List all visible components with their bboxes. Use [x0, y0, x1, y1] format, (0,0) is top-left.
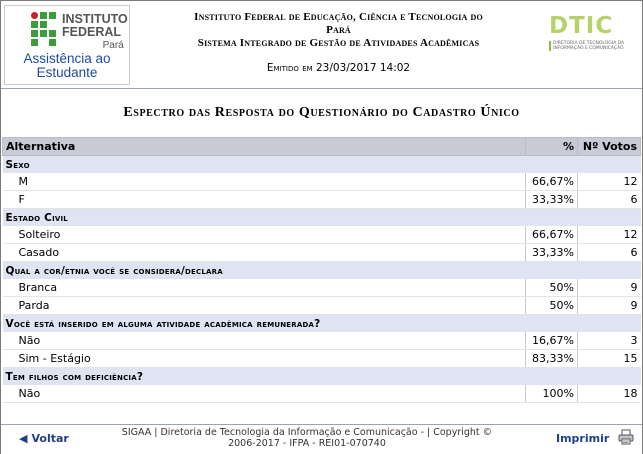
- answer-percent: 66,67%: [526, 226, 578, 244]
- answer-label: Casado: [3, 244, 526, 262]
- table-row: [3, 173, 641, 191]
- back-label: Voltar: [31, 432, 69, 445]
- institution-line2: Pará: [326, 24, 351, 36]
- answer-percent: 33,33%: [526, 191, 578, 209]
- institute-logo-box: [4, 5, 130, 85]
- answer-label: M: [3, 173, 526, 191]
- back-arrow-icon: ◀: [19, 432, 28, 445]
- column-header-alternative: Alternativa: [3, 138, 526, 156]
- answer-label: F: [3, 191, 526, 209]
- answer-percent: 50%: [526, 297, 578, 315]
- table-row: [3, 332, 641, 350]
- footer-credits: [101, 427, 513, 449]
- question-label: Tem filhos com deficiência?: [3, 368, 641, 386]
- answer-percent: 33,33%: [526, 244, 578, 262]
- printer-icon[interactable]: [618, 429, 634, 445]
- table-header-row: [3, 138, 641, 156]
- answer-votes: 6: [578, 244, 641, 262]
- footer-credits-line1: SIGAA | Diretoria de Tecnologia da Informação e Comunicação - | Copyright ©: [121, 427, 493, 438]
- answer-label: Branca: [3, 279, 526, 297]
- question-row-children-disability: [3, 368, 641, 386]
- institution-line1: Instituto Federal de Educação, Ciência e Tecnologia do: [194, 11, 483, 23]
- sector-name-line1: Assistência ao: [23, 51, 111, 66]
- answer-percent: 16,67%: [526, 332, 578, 350]
- answer-label: Solteiro: [3, 226, 526, 244]
- back-button[interactable]: [19, 432, 69, 445]
- institution-line3: Sistema Integrado de Gestão de Atividades Acadêmicas: [197, 37, 480, 49]
- answer-votes: 9: [578, 297, 641, 315]
- responses-table: [2, 137, 641, 403]
- institution-name: [141, 11, 536, 50]
- answer-votes: 9: [578, 279, 641, 297]
- column-header-votes: Nº Votos: [578, 138, 641, 156]
- dtic-logo-text: DTIC: [549, 13, 614, 39]
- footer-credits-line2: 2006-2017 - IFPA - REI01-070740: [228, 438, 386, 449]
- dtic-logo-subtitle: DIRETORIA DE TECNOLOGIA DA INFORMAÇÃO E COMUNICAÇÃO: [553, 41, 625, 51]
- answer-label: Parda: [3, 297, 526, 315]
- dtic-logo: [549, 14, 631, 58]
- question-label: Estado Civil: [3, 209, 641, 227]
- question-label: Você está inserido em alguma atividade acadêmica remunerada?: [3, 315, 641, 333]
- answer-votes: 15: [578, 350, 641, 368]
- answer-label: Sim - Estágio: [3, 350, 526, 368]
- report-footer: [1, 424, 642, 454]
- report-header: [1, 1, 642, 89]
- column-header-percent: %: [526, 138, 578, 156]
- table-row: [3, 191, 641, 209]
- answer-votes: 3: [578, 332, 641, 350]
- table-row: [3, 226, 641, 244]
- emission-date: Emitido em 23/03/2017 14:02: [266, 62, 411, 74]
- print-button[interactable]: Imprimir: [556, 432, 610, 445]
- answer-votes: 6: [578, 191, 641, 209]
- table-row: [3, 297, 641, 315]
- table-row: [3, 350, 641, 368]
- answer-percent: 100%: [526, 385, 578, 403]
- institute-logo-line1: INSTITUTO: [62, 12, 128, 26]
- question-row-paid-activity: [3, 315, 641, 333]
- question-row-sex: [3, 156, 641, 174]
- answer-percent: 50%: [526, 279, 578, 297]
- sector-name: [5, 52, 129, 80]
- report-title: Espectro das Resposta do Questionário do Cadastro Único: [123, 105, 520, 120]
- answer-label: Não: [3, 385, 526, 403]
- answer-percent: 83,33%: [526, 350, 578, 368]
- question-label: Sexo: [3, 156, 641, 174]
- institute-logo-line2: FEDERAL: [62, 25, 122, 39]
- answer-percent: 66,67%: [526, 173, 578, 191]
- question-label: Qual a cor/etnia você se considera/declara: [3, 262, 641, 280]
- table-row: [3, 244, 641, 262]
- institute-logo-line3: Pará: [102, 40, 124, 51]
- answer-label: Não: [3, 332, 526, 350]
- institute-logo-text: [62, 13, 128, 52]
- question-row-marital-status: [3, 209, 641, 227]
- answer-votes: 12: [578, 226, 641, 244]
- question-row-ethnicity: [3, 262, 641, 280]
- table-row: [3, 279, 641, 297]
- answer-votes: 12: [578, 173, 641, 191]
- table-row: [3, 385, 641, 403]
- sector-name-line2: Estudante: [36, 65, 98, 80]
- answer-votes: 18: [578, 385, 641, 403]
- if-logo-icon: [31, 12, 57, 50]
